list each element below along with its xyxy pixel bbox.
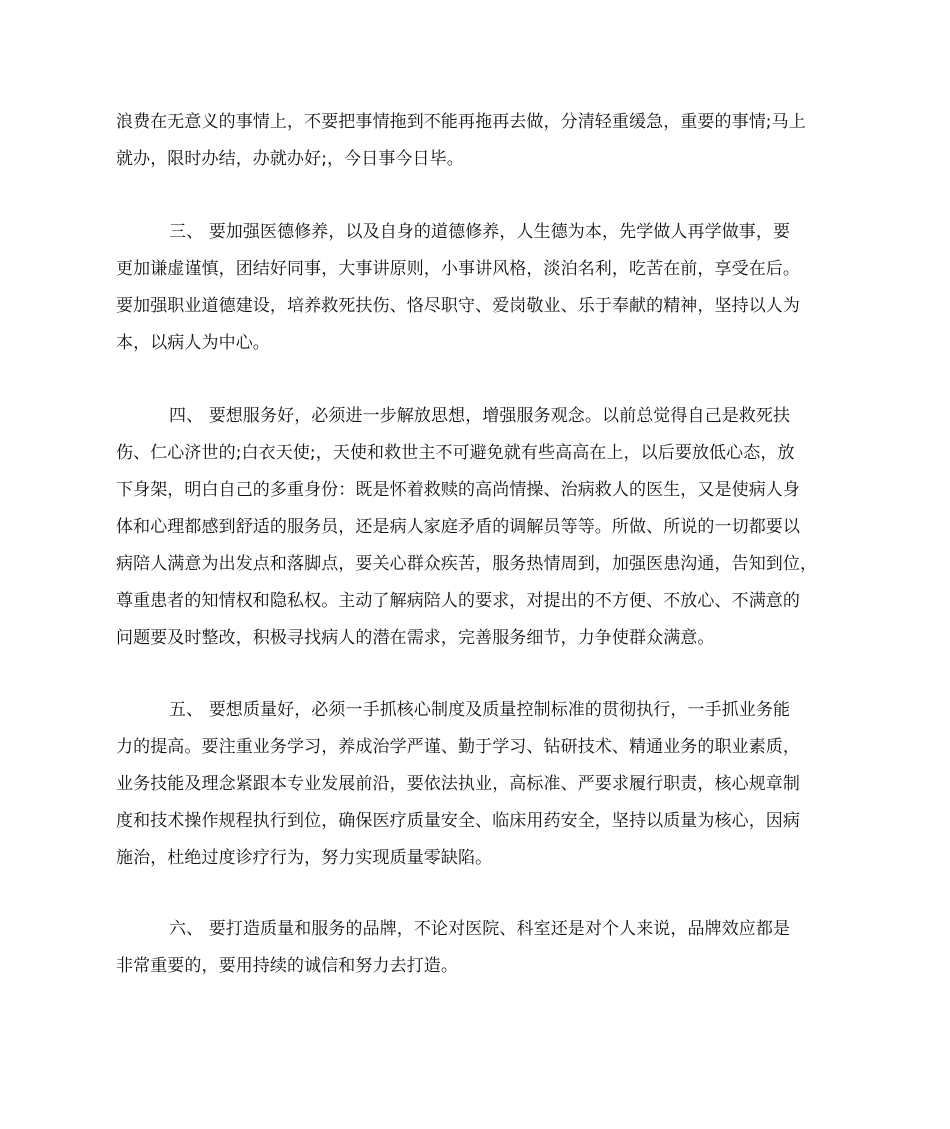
paragraph-section-5	[116, 692, 846, 877]
paragraph-continuation	[116, 104, 846, 178]
text-line: 非常重要的，要用持续的诚信和努力去打造。	[116, 956, 458, 976]
text-line: 施治，杜绝过度诊疗行为，努力实现质量零缺陷。	[116, 848, 493, 868]
text-line: 力的提高。要注重业务学习，养成治学严谨、勤于学习、钻研技术、精通业务的职业素质，	[116, 737, 800, 757]
text-line: 本，以病人为中心。	[116, 333, 270, 353]
text-line: 就办，限时办结，办就办好;，今日事今日毕。	[116, 149, 464, 169]
text-line: 六、 要打造质量和服务的品牌，不论对医院、科室还是对个人来说，品牌效应都是	[169, 919, 791, 939]
text-line: 浪费在无意义的事情上，不要把事情拖到不能再拖再去做，分清轻重缓急，重要的事情;马上	[116, 112, 806, 132]
text-line: 问题要及时整改，积极寻找病人的潜在需求，完善服务细节，力争使群众满意。	[116, 628, 715, 648]
text-line: 度和技术操作规程执行到位，确保医疗质量安全、临床用药安全，坚持以质量为核心，因病	[116, 811, 800, 831]
paragraph-section-3	[116, 214, 846, 362]
text-line: 下身架，明白自己的多重身份：既是怀着救赎的高尚情操、治病救人的医生，又是使病人身	[116, 480, 800, 500]
text-line: 更加谦虚谨慎，团结好同事，大事讲原则，小事讲风格，淡泊名利，吃苦在前，享受在后。	[116, 259, 800, 279]
text-line: 病陪人满意为出发点和落脚点，要关心群众疾苦，服务热情周到，加强医患沟通，告知到位，	[116, 554, 818, 574]
text-line: 要加强职业道德建设，培养救死扶伤、恪尽职守、爱岗敬业、乐于奉献的精神，坚持以人为	[116, 296, 800, 316]
paragraph-section-6	[116, 911, 846, 985]
text-line: 三、 要加强医德修养，以及自身的道德修养，人生德为本，先学做人再学做事，要	[169, 222, 791, 242]
text-line: 五、 要想质量好，必须一手抓核心制度及质量控制标准的贯彻执行，一手抓业务能	[169, 700, 791, 720]
paragraph-section-4	[116, 398, 846, 657]
text-line: 四、 要想服务好，必须进一步解放思想，增强服务观念。以前总觉得自己是救死扶	[169, 406, 791, 426]
text-line: 伤、仁心济世的;白衣天使;，天使和救世主不可避免就有些高高在上，以后要放低心态，放	[116, 443, 795, 463]
text-line: 体和心理都感到舒适的服务员，还是病人家庭矛盾的调解员等等。所做、所说的一切都要以	[116, 517, 800, 537]
text-line: 业务技能及理念紧跟本专业发展前沿，要依法执业，高标准、严要求履行职责，核心规章制	[116, 774, 800, 794]
text-line: 尊重患者的知情权和隐私权。主动了解病陪人的要求，对提出的不方便、不放心、不满意的	[116, 591, 800, 611]
